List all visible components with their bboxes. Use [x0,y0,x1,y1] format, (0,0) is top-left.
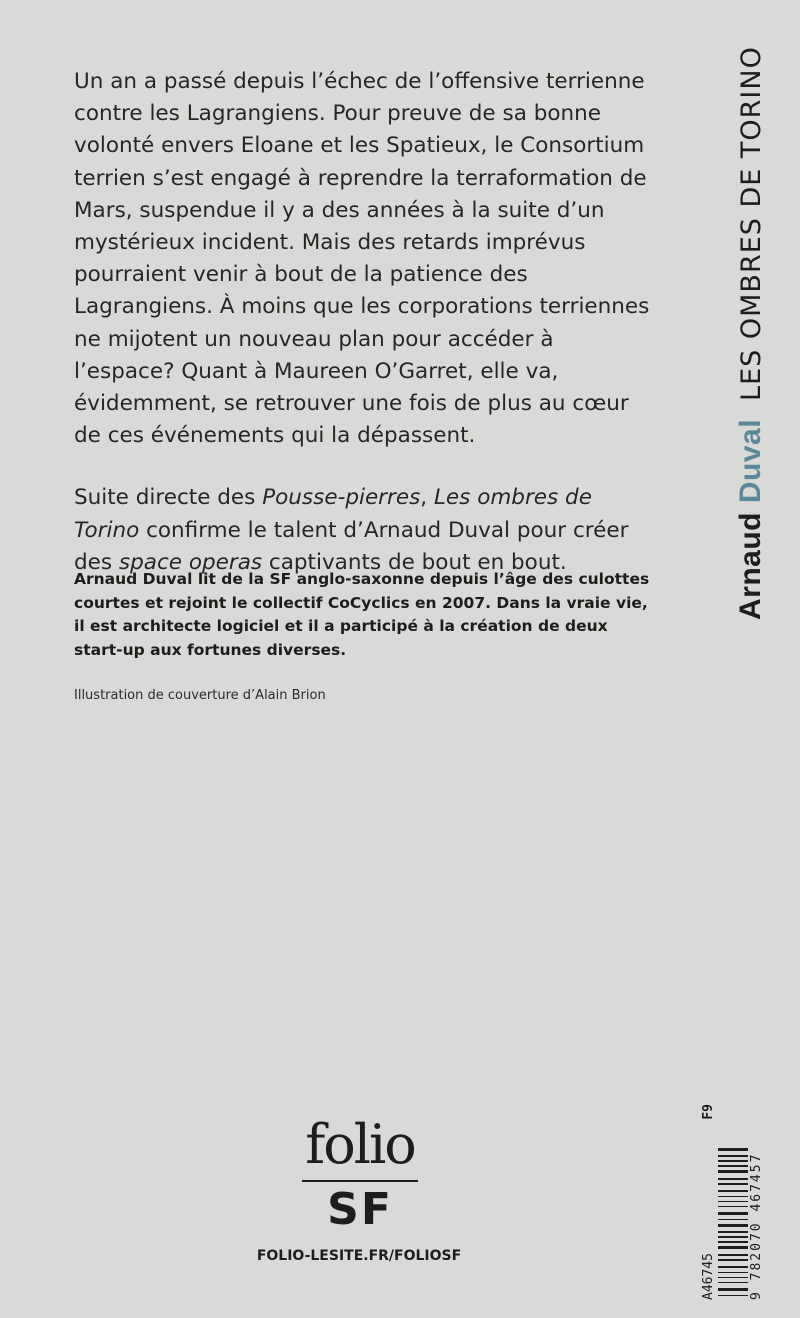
barcode-ean: 9 782070 467457 [749,1152,764,1300]
barcode-bar [718,1212,748,1215]
cover-illustration-credit: Illustration de couverture d’Alain Brion [74,688,326,703]
author-bio: Arnaud Duval lit de la SF anglo-saxonne depuis l’âge des culottes courtes et rejoint le collectif CoCyclics en 2007. Dans la vraie vie, il est architecte logiciel et il a participé à la création de deux start-up aux fortunes diverses. [74,570,650,659]
barcode-price: F9 [701,1104,716,1120]
barcode-bar [718,1266,748,1268]
logo-folio-text: folio [305,1113,415,1176]
barcode-bar [718,1178,748,1180]
blurb-p2-sep: , [420,485,434,511]
barcode-bar [718,1246,748,1249]
barcode-bar [718,1201,748,1202]
spine-text [734,46,768,620]
barcode-bar [718,1183,748,1185]
blurb-p2-intro: Suite directe des [74,485,263,511]
blurb-p2-end: captivants de bout en bout. [262,549,567,575]
barcode-code: A46745 [701,1253,716,1300]
barcode-bar [718,1241,748,1243]
folio-sf-logo [300,1113,420,1235]
spine-author-first: Arnaud [734,512,767,620]
blurb-p2-genre: space operas [118,549,263,575]
barcode-bar [718,1236,748,1238]
barcode-bar [718,1155,748,1157]
blurb-p2-book1: Pousse-pierres [262,485,421,511]
barcode-bar [718,1148,748,1151]
barcode-top-line [700,1104,718,1300]
barcode-bar [718,1224,748,1227]
spine-author [734,419,768,620]
barcode-bar [718,1259,748,1261]
barcode-bar [718,1254,748,1256]
barcode-bar [718,1272,748,1273]
blurb-p2-book2: Les ombres de Torino [74,485,592,543]
barcode-block [700,1104,766,1300]
back-cover-blurb [74,66,654,579]
barcode-bar [718,1231,748,1233]
barcode-bar [718,1219,748,1220]
barcode-bar [718,1277,748,1278]
blurb-paragraph-2 [74,482,654,579]
publisher-website: FOLIO-LESITE.FR/FOLIOSF [256,1248,462,1264]
barcode-bar [718,1196,748,1197]
barcode-bar [718,1206,748,1207]
barcode-bar [718,1160,748,1162]
barcode-bar [718,1170,748,1173]
barcode-bar [718,1190,748,1192]
blurb-paragraph-1: Un an a passé depuis l’échec de l’offensive terrienne contre les Lagrangiens. Pour preuve de sa bonne volonté envers Eloane et les Spatieux, le Consortium terrien s’est engagé à reprendre la terraformation de Mars, suspendue il y a des années à la suite d’un mystérieux incident. Mais des retards imprévus pourraient venir à bout de la patience des Lagrangiens. À moins que les corporations terriennes ne mijotent un nouveau plan pour accéder à l’espace? Quant à Maureen O’Garret, elle va, évidemment, se retrouver une fois de plus au cœur de ces événements qui la dépassent. [74,69,650,449]
blurb-p2-mid: confirme le talent d’Arnaud Duval pour créer des [74,517,629,575]
barcode-bar [718,1288,748,1291]
spine-book-title: LES OMBRES DE TORINO [736,46,767,401]
barcode-bar [718,1165,748,1167]
logo-sf-text: SF [327,1184,393,1235]
logo-divider [302,1180,418,1182]
barcode-bar [718,1295,748,1296]
barcode-bar [718,1282,748,1283]
spine-author-last: Duval [734,418,767,504]
barcode-bars [718,1104,748,1300]
